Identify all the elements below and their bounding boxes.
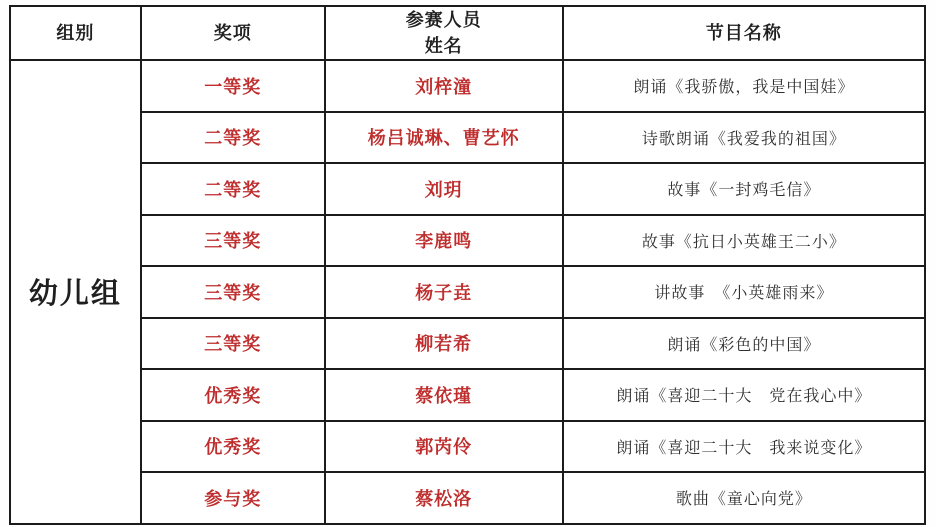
award-cell [141,421,325,473]
table-row [10,318,925,370]
name-cell [325,60,563,112]
table-row [10,60,925,112]
program-title: 诗歌朗诵《我爱我的祖国》 [641,130,846,148]
award-cell [141,215,325,267]
program-cell [563,266,925,318]
name-cell [325,215,563,267]
table-row [10,421,925,473]
award-cell [141,266,325,318]
award-label: 三等奖 [204,334,262,355]
header-cell-group [10,6,141,60]
program-cell [563,163,925,215]
participant-name: 杨吕诚琳、曹艺怀 [367,128,520,149]
program-title: 朗诵《彩色的中国》 [667,336,821,354]
participant-name: 蔡松洛 [415,488,473,509]
award-cell [141,112,325,164]
program-title: 朗诵《喜迎二十大 党在我心中》 [616,388,872,406]
name-cell [325,266,563,318]
header-program-label: 节目名称 [705,23,782,44]
table-row [10,163,925,215]
award-label: 优秀奖 [204,437,262,458]
program-title: 故事《抗日小英雄王二小》 [641,233,846,251]
participant-name: 柳若希 [415,334,473,355]
program-cell [563,215,925,267]
name-cell [325,472,563,524]
program-title: 朗诵《我骄傲，我是中国娃》 [633,79,855,97]
program-title: 朗诵《喜迎二十大 我来说变化》 [616,439,872,457]
header-group-label: 组别 [56,23,95,44]
award-cell [141,318,325,370]
award-label: 参与奖 [204,488,262,509]
table-row [10,369,925,421]
table-row [10,112,925,164]
award-cell [141,163,325,215]
header-cell-award [141,6,325,60]
table-row [10,472,925,524]
name-cell [325,112,563,164]
participant-name: 郭芮伶 [415,437,473,458]
award-label: 二等奖 [204,179,262,200]
program-title: 故事《一封鸡毛信》 [667,182,821,200]
name-cell [325,421,563,473]
award-cell [141,472,325,524]
header-participant-line2: 姓名 [424,36,463,57]
header-award-label: 奖项 [213,23,252,44]
participant-name: 刘梓潼 [415,76,473,97]
award-cell [141,60,325,112]
group-label: 幼儿组 [28,278,122,311]
program-cell [563,472,925,524]
program-cell [563,112,925,164]
name-cell [325,369,563,421]
header-cell-program [563,6,925,60]
table-row [10,266,925,318]
program-cell [563,369,925,421]
program-cell [563,60,925,112]
header-cell-participant [325,6,563,60]
participant-name: 刘玥 [424,179,463,200]
award-cell [141,369,325,421]
participant-name: 李鹿鸣 [415,231,473,252]
program-title: 讲故事 《小英雄雨来》 [654,285,834,303]
award-label: 三等奖 [204,282,262,303]
group-cell [10,60,141,524]
program-cell [563,318,925,370]
award-label: 二等奖 [204,128,262,149]
program-title: 歌曲《童心向党》 [675,491,812,509]
award-label: 三等奖 [204,231,262,252]
table-row [10,215,925,267]
participant-name: 蔡依瑾 [415,385,473,406]
participant-name: 杨子垚 [415,282,473,303]
program-cell [563,421,925,473]
name-cell [325,163,563,215]
name-cell [325,318,563,370]
table-header-row [10,6,925,60]
award-results-table [9,5,926,525]
award-label: 优秀奖 [204,385,262,406]
header-participant-line1: 参赛人员 [405,10,482,30]
award-label: 一等奖 [204,76,262,97]
